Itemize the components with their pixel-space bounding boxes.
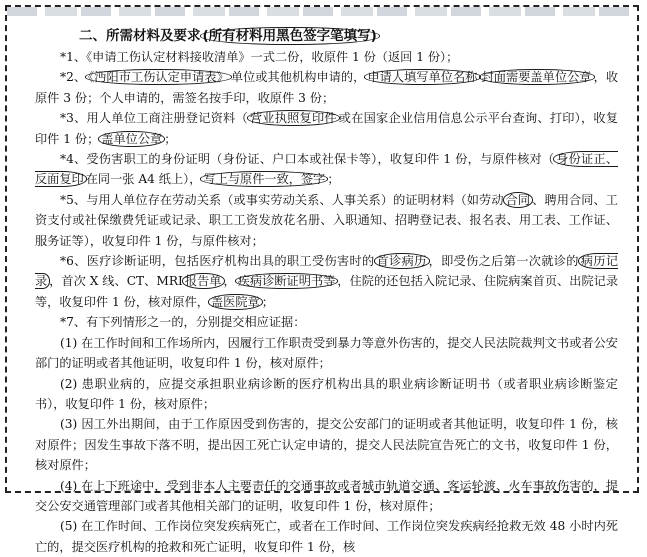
cropped-top-edge	[7, 7, 637, 16]
item-6-first-record-circled: 首诊病历	[374, 253, 430, 269]
item-4-text-2: 在同一张 A4 纸上），	[85, 172, 202, 187]
case-2: (2) 患职业病的，应提交承担职业病诊断的医疗机构出具的职业病诊断证明书（或者职业病诊断鉴定书），收复印件 1 份，核对原件；	[35, 376, 618, 411]
item-6-text-end: ；	[261, 294, 274, 309]
item-3-text-end: ；	[164, 131, 177, 146]
item-3	[35, 108, 618, 149]
item-6-medical-record-circled: 病历记录	[35, 254, 619, 289]
item-1-text: 一式二份，收原件 1 份（返回 1 份）；	[250, 50, 459, 64]
case-1: (1) 在工作时间和工作场所内，因履行工作职责受到暴力等意外伤害的，提交人民法院裁判文书或者公安部门的证明或者其他证明，收复印件 1 份，核对原件；	[35, 335, 618, 371]
item-6-text-3: ，首次 X 线、CT、MRI	[49, 274, 183, 289]
item-5-text: *5、与用人单位存在劳动关系（或事实劳动关系、人事关系）的证明材料（如劳动	[60, 192, 504, 207]
item-3-seal-circled: 盖单位公章	[98, 131, 165, 147]
item-6	[35, 251, 618, 312]
item-6-text-5: ，住院的还包括入院记录、住院病案首页、出院记录等，收复印件 1 份，核对原件，	[35, 274, 619, 309]
document-frame	[5, 5, 639, 554]
item-5	[35, 190, 618, 251]
item-3-license-circled: 营业执照复印件	[247, 110, 340, 126]
item-6-report-circled: 报告单	[182, 273, 225, 289]
item-3-text-2: 或在国家企业信用信息公示平台查询、打印），收复印件 1 份；	[35, 111, 619, 146]
item-5-contract-circled: 合同	[503, 192, 534, 208]
case-5: (5) 在工作时间、工作岗位突发疾病死亡，或者在工作时间、工作岗位突发疾病经抢救无效 48 小时内死亡的，提交医疗机构的抢救和死亡证明，收复印件 1 份，核	[35, 519, 618, 554]
document-page	[35, 25, 618, 557]
item-5-text-2: 、聘用合同、工资支付或社保缴费凭证或记录、职工工资发放花名册、入职通知、招聘登记表、报名表、用工表、工作证、服务证等），收复印件 1 份，与原件核对；	[35, 192, 618, 248]
item-7	[35, 312, 618, 332]
item-3-text: *3、用人单位工商注册登记资料（	[60, 111, 248, 126]
item-1-title: 《申请工伤认定材料接收清单》	[86, 50, 251, 64]
item-6-hospital-seal-circled: 盖医院章	[208, 294, 263, 310]
item-2-form-circled: 《沔阳市工伤认定申请表》	[85, 69, 232, 85]
item-2	[35, 67, 618, 108]
case-3: (3) 因工外出期间，由于工作原因受到伤害的，提交公安部门的证明或者其他证明，收复印件 1 份，核对原件；因发生事故下落不明，提出因工死亡认定申请的，提交人民法院宣告死亡的文书，收复印件 1 份，核对原件；	[35, 417, 618, 473]
case-4: (4) 在上下班途中，受到非本人主要责任的交通事故或者城市轨道交通、客运轮渡、火车事故伤害的，提交公安交通管理部门或者其他相关部门的证明，收复印件 1 份，核对原件；	[35, 478, 618, 513]
item-6-diagnosis-circled: 疾病诊断证明书等	[235, 273, 339, 289]
section-heading	[79, 25, 618, 47]
item-2-marker: *2、	[60, 70, 87, 85]
item-2-text: 单位或其他机构申请的，	[230, 70, 366, 85]
heading-note-circled: (所有材料用黑色签字笔填写)	[200, 27, 380, 45]
item-6-text-2: ，即受伤之后第一次就诊的	[428, 254, 579, 269]
item-6-text: *6、医疗诊断证明，包括医疗机构出具的职工受伤害时的	[60, 254, 375, 269]
item-1-marker: *1、	[60, 50, 87, 64]
item-4-id-copy-circled: 身份证正、反面复印	[35, 152, 619, 187]
item-2-note-circled: 申请人填写单位名称	[364, 69, 480, 85]
item-4-text-end: ；	[327, 172, 340, 187]
item-4-text: *4、受伤害职工的身份证明（身份证、户口本或社保卡等），收复印件 1 份，与原件核对（	[60, 152, 555, 167]
item-2-text-end: ，收原件 3 份；个人申请的，需签名按手印，收原件 3 份；	[35, 70, 619, 105]
item-4-sign-note-circled: 写上与原件一致，签字	[200, 171, 328, 187]
item-2-seal-note-circled: 封面需要盖单位公章	[479, 69, 595, 85]
item-6-text-4: ，	[223, 274, 236, 289]
item-1	[35, 47, 618, 67]
heading-number: 二、所需材料及要求	[79, 28, 201, 44]
item-7-text: *7、有下列情形之一的，分别提交相应证据：	[60, 315, 306, 330]
item-4	[35, 149, 618, 190]
